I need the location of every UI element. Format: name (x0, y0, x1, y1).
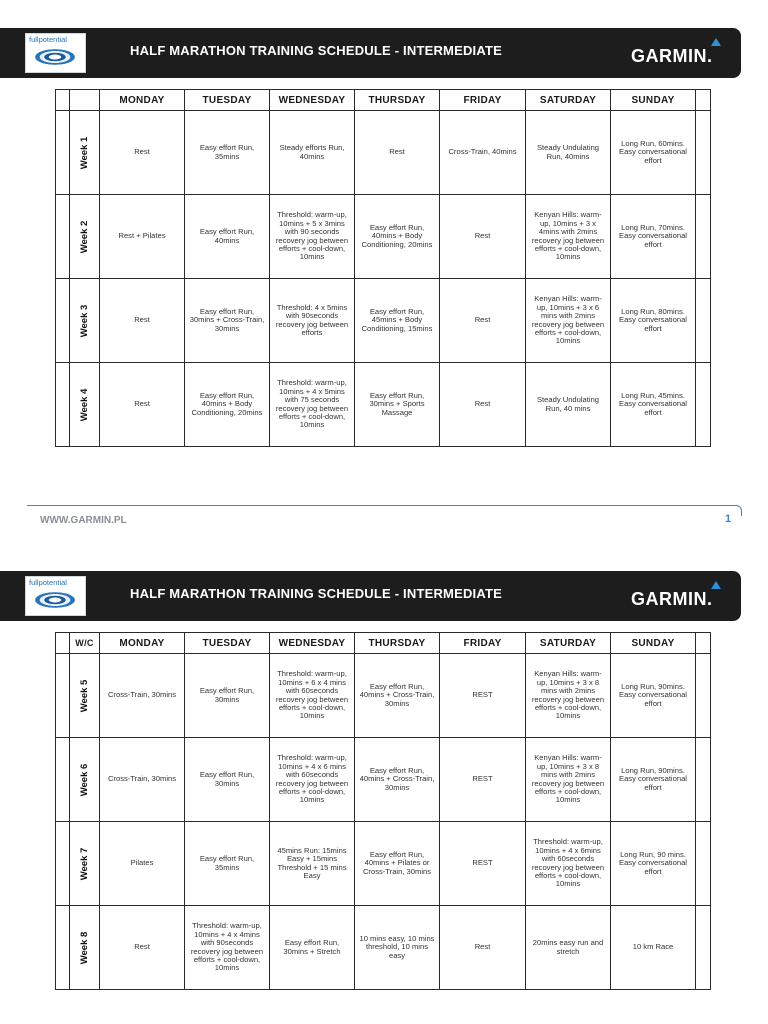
day-cell (440, 906, 526, 990)
day-cell-text: Long Run, 90mins. Easy conversational effort (619, 681, 687, 708)
day-cell (611, 111, 696, 195)
right-margin-cell (696, 633, 711, 654)
day-cell-text: Rest (134, 315, 150, 325)
day-cell (611, 195, 696, 279)
day-cell (185, 279, 270, 363)
day-cell (526, 738, 611, 822)
week-label: Week 5 (78, 679, 90, 712)
day-cell (440, 822, 526, 906)
day-cell (100, 111, 185, 195)
day-cell-text: Easy effort Run, 40mins (199, 227, 255, 245)
day-cell-text: Easy effort Run, 35mins (199, 143, 255, 161)
page-title: HALF MARATHON TRAINING SCHEDULE - INTERMEDIATE (130, 43, 502, 58)
day-cell-text: Rest (134, 147, 150, 157)
day-cell-text: Kenyan Hills: warm-up, 10mins + 3 x 8 mins with 2mins recovery jog between efforts + cool-down, 10mins (531, 753, 605, 805)
day-cell (185, 111, 270, 195)
day-cell (526, 906, 611, 990)
day-cell (355, 195, 440, 279)
day-cell (185, 363, 270, 447)
day-cell-text: Easy effort Run, 40mins + Body Conditioning, 20mins (361, 222, 433, 249)
day-cell (355, 738, 440, 822)
day-cell (270, 738, 355, 822)
left-margin-cell (56, 111, 70, 195)
corner-header: W/C (70, 633, 100, 654)
header-row (56, 90, 711, 111)
day-cell (100, 654, 185, 738)
fullpotential-logo (25, 33, 86, 73)
day-cell-text: 45mins Run: 15mins Easy + 15mins Threshold + 15 mins Easy (277, 845, 347, 880)
day-cell (355, 654, 440, 738)
day-cell (526, 279, 611, 363)
left-margin-cell (56, 654, 70, 738)
left-margin-cell (56, 822, 70, 906)
day-cell (100, 195, 185, 279)
day-cell-text: Threshold: 4 x 5mins with 90seconds recovery jog between efforts (275, 302, 349, 337)
left-margin-cell (56, 906, 70, 990)
header-tuesday: TUESDAY (185, 633, 270, 654)
day-cell-text: Threshold: warm-up, 10mins + 4 x 6mins with 60seconds recovery jog between efforts + cool-down, 10mins (531, 837, 605, 889)
day-cell-text: Long Run, 90mins. Easy conversational effort (619, 765, 687, 792)
logo-swirl-icon (32, 48, 78, 66)
day-cell-text: Long Run, 80mins. Easy conversational effort (619, 306, 687, 333)
day-cell-text: 10 km Race (632, 942, 674, 952)
right-margin-cell (696, 90, 711, 111)
day-cell (355, 822, 440, 906)
week-label: Week 4 (78, 388, 90, 421)
footer-url: WWW.GARMIN.PL (40, 515, 127, 526)
day-cell-text: Cross-Train, 30mins (107, 690, 177, 700)
day-cell-text: Kenyan Hills: warm-up, 10mins + 3 x 4mins with 2mins recovery jog between efforts + cool-down, 10mins (531, 210, 605, 262)
day-cell-text: Long Run, 60mins. Easy conversational effort (619, 138, 687, 165)
right-margin-cell (696, 906, 711, 990)
header-monday: MONDAY (100, 633, 185, 654)
day-cell (440, 654, 526, 738)
header-friday: FRIDAY (440, 90, 526, 111)
day-cell-text: Easy effort Run, 40mins + Cross-Train, 30mins (359, 765, 435, 792)
left-margin-cell (56, 738, 70, 822)
day-cell (100, 279, 185, 363)
day-cell-text: Rest (134, 942, 150, 952)
day-cell (100, 822, 185, 906)
day-cell-text: Kenyan Hills: warm-up, 10mins + 3 x 8 mins with 2mins recovery jog between efforts + cool-down, 10mins (531, 669, 605, 721)
day-cell (440, 279, 526, 363)
corner-header (70, 90, 100, 111)
day-cell (526, 195, 611, 279)
day-cell-text: Rest (134, 399, 150, 409)
day-cell-text: Steady Undulating Run, 40mins (536, 143, 600, 161)
day-cell (185, 822, 270, 906)
right-margin-cell (696, 822, 711, 906)
day-cell-text: Steady Undulating Run, 40 mins (536, 395, 600, 413)
schedule-table-weeks-1-4 (55, 89, 711, 447)
header-friday: FRIDAY (440, 633, 526, 654)
week-label-cell (70, 111, 100, 195)
header-saturday: SATURDAY (526, 90, 611, 111)
right-margin-cell (696, 111, 711, 195)
day-cell (611, 279, 696, 363)
day-cell-text: Easy effort Run, 30mins + Cross-Train, 30mins (189, 306, 265, 333)
day-cell (185, 654, 270, 738)
page-number: 1 (725, 513, 732, 525)
day-cell (526, 111, 611, 195)
day-cell (270, 195, 355, 279)
day-cell-text: Threshold: warm-up, 10mins + 4 x 5mins with 75 seconds recovery jog between efforts + cool-down, 10mins (275, 378, 349, 430)
table-row (56, 363, 711, 447)
right-margin-cell (696, 363, 711, 447)
week-label: Week 8 (78, 931, 90, 964)
logo-swirl-icon (32, 591, 78, 609)
day-cell (611, 654, 696, 738)
table-row (56, 822, 711, 906)
day-cell (440, 738, 526, 822)
day-cell (355, 111, 440, 195)
day-cell-text: Steady efforts Run, 40mins (279, 143, 345, 161)
day-cell (100, 363, 185, 447)
table-row (56, 111, 711, 195)
day-cell (270, 111, 355, 195)
day-cell (611, 906, 696, 990)
day-cell (270, 822, 355, 906)
day-cell (185, 906, 270, 990)
week-label-cell (70, 654, 100, 738)
day-cell (355, 363, 440, 447)
day-cell-text: Threshold: warm-up, 10mins + 4 x 6 mins with 60seconds recovery jog between efforts + cool-down, 10mins (275, 753, 349, 805)
day-cell-text: Easy effort Run, 40mins + Cross-Train, 30mins (359, 681, 435, 708)
day-cell (526, 822, 611, 906)
header-wednesday: WEDNESDAY (270, 633, 355, 654)
schedule-table-weeks-5-8 (55, 632, 711, 990)
day-cell (185, 738, 270, 822)
day-cell-text: Rest (474, 231, 491, 241)
day-cell-text: Easy effort Run, 40mins + Pilates or Cross-Train, 30mins (362, 849, 432, 876)
day-cell-text: Pilates (130, 858, 154, 868)
garmin-triangle-icon (711, 38, 721, 46)
week-label-cell (70, 279, 100, 363)
day-cell-text: Easy effort Run, 30mins + Sports Massage (369, 390, 425, 417)
week-label: Week 1 (78, 136, 90, 169)
day-cell (611, 738, 696, 822)
left-margin-cell (56, 195, 70, 279)
day-cell-text: Easy effort Run, 45mins + Body Conditioning, 15mins (361, 306, 433, 333)
table-row (56, 195, 711, 279)
day-cell-text: REST (472, 774, 493, 784)
day-cell (440, 195, 526, 279)
day-cell-text: Kenyan Hills: warm-up, 10mins + 3 x 6 mins with 2mins recovery jog between efforts + cool-down, 10mins (531, 294, 605, 346)
day-cell (440, 111, 526, 195)
day-cell-text: Threshold: warm-up, 10mins + 4 x 4mins with 90seconds recovery jog between efforts + cool-down, 10mins (190, 921, 264, 973)
day-cell-text: 20mins easy run and stretch (532, 938, 604, 956)
header-monday: MONDAY (100, 90, 185, 111)
week-label-cell (70, 822, 100, 906)
left-margin-cell (56, 363, 70, 447)
left-margin-cell (56, 90, 70, 111)
day-cell (270, 654, 355, 738)
day-cell (355, 279, 440, 363)
day-cell-text: Easy effort Run, 30mins (199, 770, 255, 788)
day-cell-text: Rest (389, 147, 405, 157)
right-margin-cell (696, 738, 711, 822)
week-label: Week 7 (78, 847, 90, 880)
day-cell (270, 906, 355, 990)
day-cell (100, 738, 185, 822)
left-margin-cell (56, 633, 70, 654)
garmin-logo: GARMIN. (631, 589, 713, 609)
table-row (56, 738, 711, 822)
day-cell-text: Cross-Train, 40mins (448, 147, 517, 157)
day-cell-text: Rest (474, 399, 491, 409)
week-label-cell (70, 738, 100, 822)
logo-text: fullpotential (29, 578, 67, 587)
fullpotential-logo (25, 576, 86, 616)
table-row (56, 906, 711, 990)
day-cell-text: Easy effort Run, 40mins + Body Conditioning, 20mins (191, 390, 263, 417)
day-cell-text: Threshold: warm-up, 10mins + 5 x 3mins with 90 seconds recovery jog between efforts + cool-down, 10mins (275, 210, 349, 262)
day-cell-text: 10 mins easy, 10 mins threshold, 10 mins easy (359, 933, 435, 960)
day-cell-text: Rest + Pilates (118, 231, 166, 241)
day-cell-text: Rest (474, 942, 491, 952)
day-cell (526, 654, 611, 738)
day-cell-text: Easy effort Run, 35mins (199, 854, 255, 872)
day-cell (611, 363, 696, 447)
day-cell (526, 363, 611, 447)
day-cell-text: REST (472, 690, 493, 700)
header-sunday: SUNDAY (611, 633, 696, 654)
footer-divider (27, 505, 742, 516)
right-margin-cell (696, 654, 711, 738)
day-cell-text: Threshold: warm-up, 10mins + 6 x 4 mins with 60seconds recovery jog between efforts + cool-down, 10mins (275, 669, 349, 721)
day-cell-text: Easy effort Run, 30mins (199, 686, 255, 704)
header-wednesday: WEDNESDAY (270, 90, 355, 111)
table-row (56, 654, 711, 738)
day-cell-text: Rest (474, 315, 491, 325)
header-sunday: SUNDAY (611, 90, 696, 111)
day-cell (185, 195, 270, 279)
week-label-cell (70, 195, 100, 279)
week-label-cell (70, 363, 100, 447)
day-cell (100, 906, 185, 990)
week-label: Week 6 (78, 763, 90, 796)
header-banner (0, 28, 741, 78)
week-label: Week 3 (78, 304, 90, 337)
table-row (56, 279, 711, 363)
left-margin-cell (56, 279, 70, 363)
header-row (56, 633, 711, 654)
week-label-cell (70, 906, 100, 990)
day-cell (355, 906, 440, 990)
header-tuesday: TUESDAY (185, 90, 270, 111)
day-cell-text: Cross-Train, 30mins (107, 774, 177, 784)
garmin-logo: GARMIN. (631, 46, 713, 66)
header-thursday: THURSDAY (355, 633, 440, 654)
day-cell-text: Long Run, 90 mins. Easy conversational effort (619, 849, 687, 876)
day-cell-text: Easy effort Run, 30mins + Stretch (283, 938, 341, 956)
logo-text: fullpotential (29, 35, 67, 44)
right-margin-cell (696, 195, 711, 279)
page-title: HALF MARATHON TRAINING SCHEDULE - INTERMEDIATE (130, 586, 502, 601)
day-cell-text: Long Run, 70mins. Easy conversational effort (619, 222, 687, 249)
day-cell (440, 363, 526, 447)
day-cell (611, 822, 696, 906)
day-cell (270, 279, 355, 363)
day-cell-text: REST (472, 858, 493, 868)
day-cell-text: Long Run, 45mins. Easy conversational effort (619, 390, 687, 417)
week-label: Week 2 (78, 220, 90, 253)
header-thursday: THURSDAY (355, 90, 440, 111)
header-saturday: SATURDAY (526, 633, 611, 654)
header-banner (0, 571, 741, 621)
garmin-triangle-icon (711, 581, 721, 589)
right-margin-cell (696, 279, 711, 363)
day-cell (270, 363, 355, 447)
